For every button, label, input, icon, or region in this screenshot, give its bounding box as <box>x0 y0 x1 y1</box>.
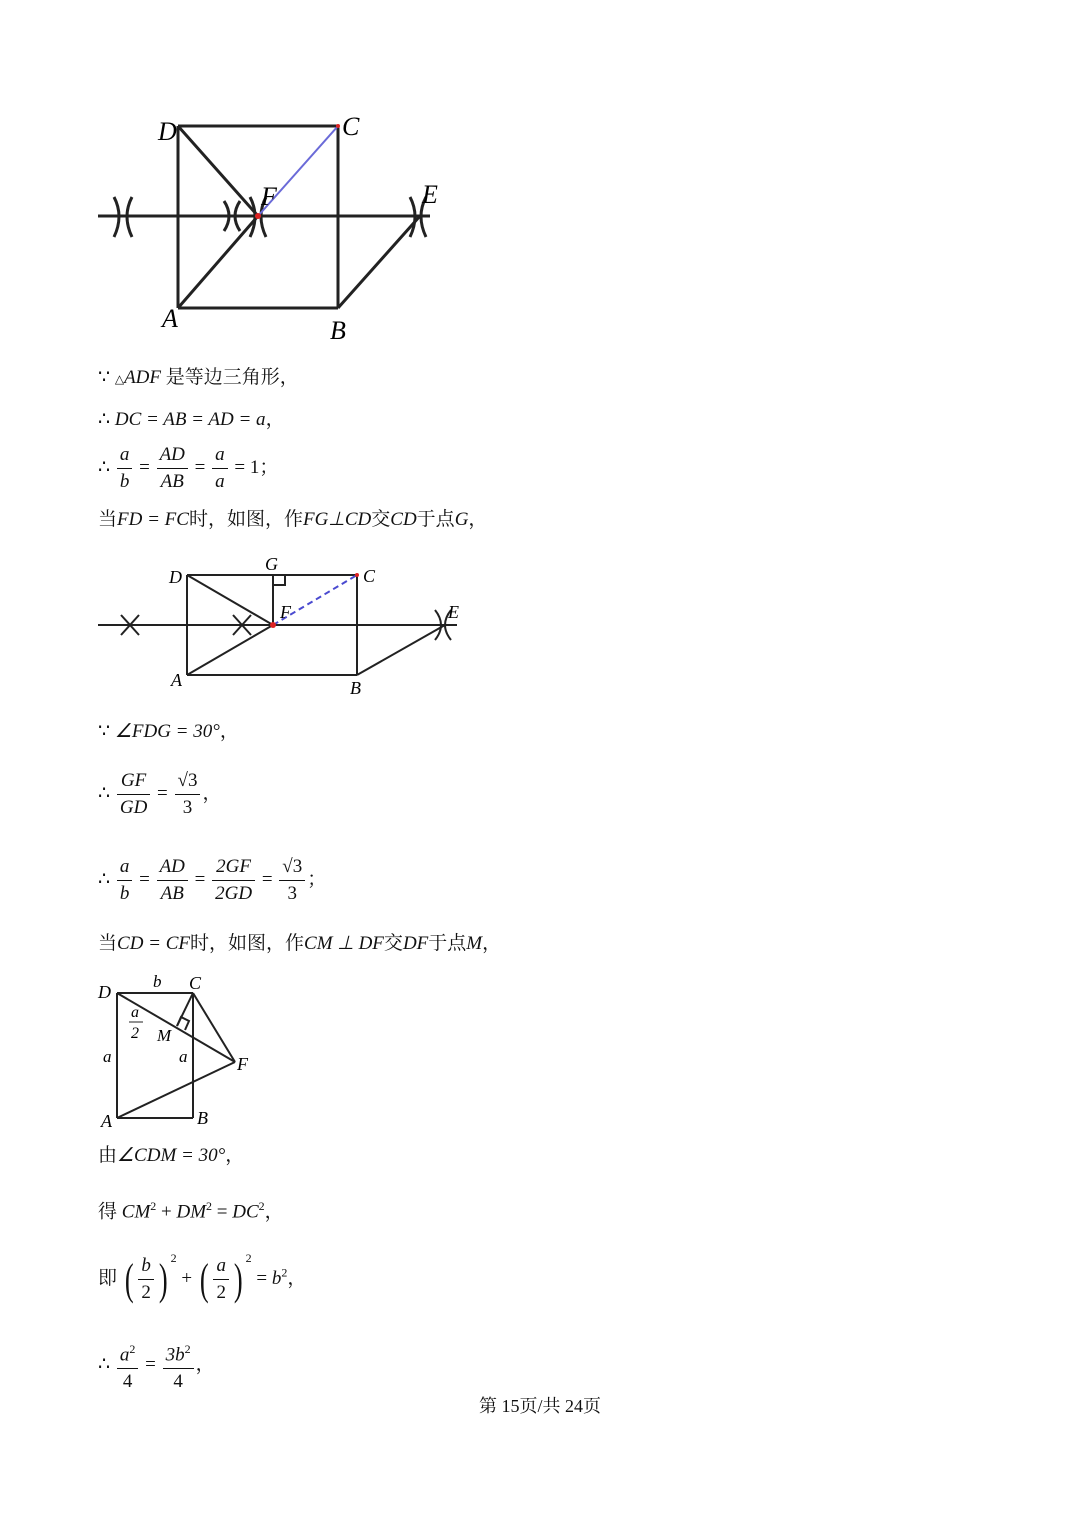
fig1-label-b: B <box>330 316 346 345</box>
fig3-label-m: M <box>157 1026 172 1045</box>
line-squared-halves: 即 ( $\frac{b}{2}$ ) $^2$ + ( $\frac{a}{2}$ ) $^2 = b^2$， <box>98 1251 307 1304</box>
line-ratio-equals-one: ∴ $\frac{a}{b}$ = $\frac{AD}{AB}$ = $\frac{a}{a}$ = 1； <box>98 444 279 492</box>
line-ratio-sqrt3-over-3: ∴ $\frac{a}{b}$ = $\frac{AD}{AB}$ = $\frac{2GF}{2GD}$ = $\frac{√3}{3}$ ； <box>98 856 327 904</box>
fig3-label-f: F <box>237 1054 248 1074</box>
line-angle-fdg: ∵ ∠FDG = 30°， <box>98 721 239 742</box>
fig1-label-e: E <box>422 180 438 209</box>
fig3-label-half-den: 2 <box>131 1025 139 1042</box>
figure-1-square-construction <box>90 105 450 350</box>
fig3-label-b-side: b <box>153 972 162 991</box>
fig3-label-c: C <box>189 973 202 993</box>
line-adf-equilateral: ∵ △ADF 是等边三角形， <box>98 367 299 388</box>
fig1-label-d: D <box>158 117 177 146</box>
line-pythagoras: 得 $CM^2 + DM^2 = DC^2$， <box>98 1199 284 1223</box>
fig2-label-a: A <box>171 670 182 690</box>
line-a2-over-4: ∴ $\frac{a^2}{4}$ = $\frac{3b^2}{4}$ ， <box>98 1336 215 1395</box>
fig3-label-d: D <box>98 982 111 1002</box>
line-angle-cdm: 由∠CDM = 30°， <box>98 1145 245 1166</box>
fig2-label-g: G <box>265 554 278 574</box>
fig1-label-f: F <box>261 182 277 211</box>
fig2-label-d: D <box>169 567 182 587</box>
line-case-cd-cf: 当CD = CF时，如图，作CM ⊥ DF交DF于点M， <box>98 933 502 954</box>
fig2-label-c: C <box>363 566 376 586</box>
fig2-label-e: E <box>448 602 459 622</box>
fig3-label-a-mid: a <box>179 1047 188 1066</box>
figure-3-rectangle-triangle <box>95 970 265 1130</box>
fig2-label-b: B <box>350 678 361 698</box>
line-dc-equals-ab: ∴ DC = AB = AD = a， <box>98 409 285 430</box>
fig1-label-c: C <box>342 112 360 141</box>
fig2-label-f: F <box>280 602 291 622</box>
line-case-fd-fc: 当FD = FC时，如图，作FG⊥CD交CD于点G， <box>98 509 488 530</box>
line-gf-over-gd: ∴ $\frac{GF}{GD}$ = $\frac{√3}{3}$ ， <box>98 770 222 818</box>
fig3-label-half-num: a <box>131 1004 139 1021</box>
fig1-label-a: A <box>162 304 178 333</box>
fig3-label-b: B <box>197 1108 208 1128</box>
fig3-label-a-left: a <box>103 1047 112 1066</box>
page-footer: 第 15页/共 24页 <box>478 1396 601 1416</box>
fig3-label-a: A <box>101 1111 112 1130</box>
figure-2-rectangle-construction <box>95 552 475 702</box>
